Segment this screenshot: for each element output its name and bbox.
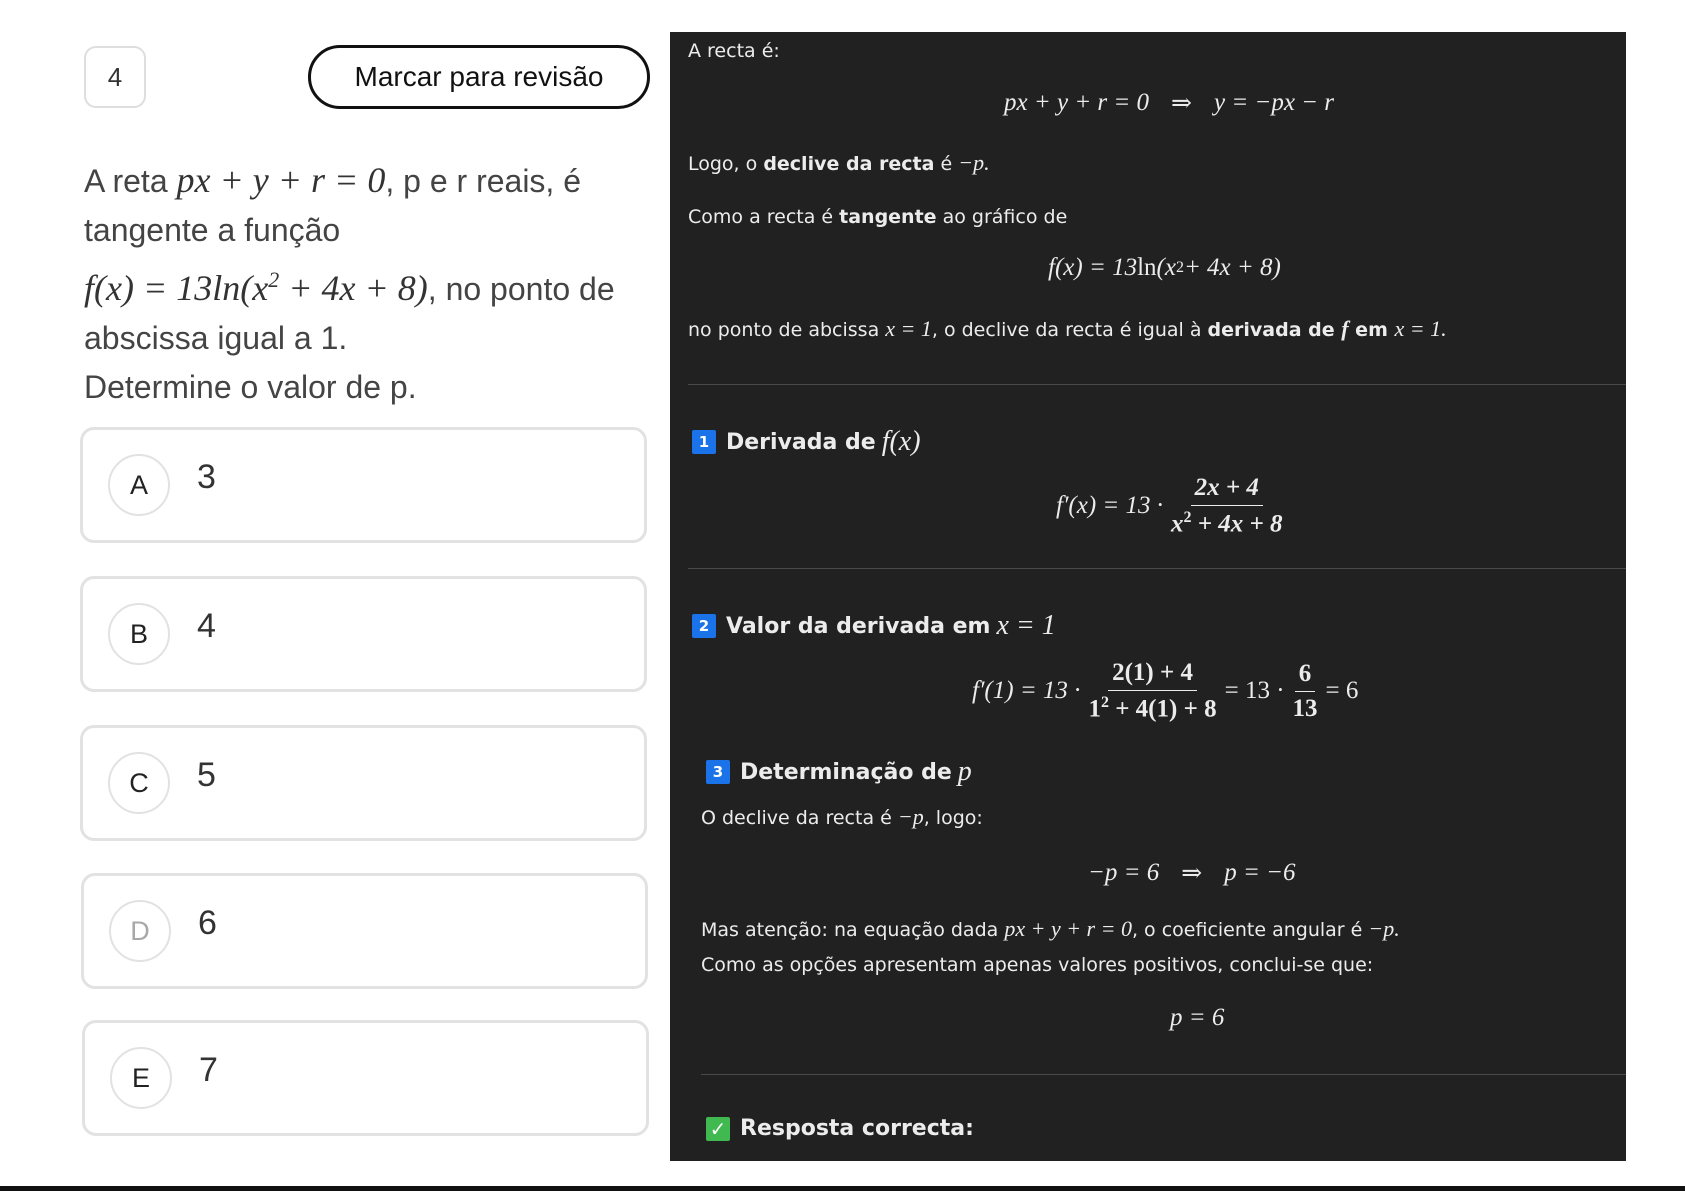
denominator-exp: 2 — [1100, 694, 1109, 711]
question-number: 4 — [84, 46, 146, 108]
func-display-a: f(x) = 13 — [1048, 254, 1138, 281]
answer-title — [706, 1116, 974, 1141]
line-eq-left: px + y + r = 0 — [1004, 89, 1150, 116]
slope-bold: declive da recta — [763, 153, 935, 175]
option-letter: E — [110, 1047, 172, 1109]
section-3-label: Determinação de — [740, 759, 952, 785]
func-display-exp: 2 — [1175, 259, 1184, 276]
func-display-b: (x — [1156, 254, 1176, 281]
point-x: x = 1 — [885, 316, 932, 341]
question-text-1: A reta — [84, 163, 168, 199]
section-1-title — [692, 426, 921, 458]
function-display — [1048, 254, 1281, 282]
p-eq-left: −p = 6 — [1088, 859, 1160, 886]
question-text-2: , p e r reais, é tangente a função — [84, 163, 581, 248]
section-1-badge: 1 — [692, 430, 716, 454]
warn-pre: Mas atenção: na equação dada — [701, 919, 1005, 941]
option-value: 7 — [199, 1051, 218, 1089]
simplified-denominator: 13 — [1292, 694, 1318, 722]
point-bold: derivada de — [1207, 319, 1342, 341]
derivative-at-1-equation — [972, 659, 1358, 723]
intro-text: A recta é: — [688, 40, 780, 62]
function-exponent: 2 — [268, 267, 280, 292]
s3-text-post: , logo: — [923, 807, 983, 829]
derivative-denominator — [1167, 506, 1287, 538]
denominator-b: + 4(1) + 8 — [1108, 695, 1217, 723]
mark-for-review-button[interactable]: Marcar para revisão — [308, 45, 650, 109]
tangent-text — [688, 206, 1067, 228]
question-function — [84, 268, 428, 308]
section-3-title — [706, 756, 972, 788]
explanation-panel — [670, 32, 1626, 1161]
section-3-badge: 3 — [706, 760, 730, 784]
warn-value: −p. — [1368, 916, 1400, 941]
simplified-numerator: 6 — [1295, 660, 1316, 692]
slope-pre: Logo, o — [688, 153, 764, 175]
derivative-at-1-lhs: f′(1) = 13 · — [972, 677, 1081, 705]
derivative-at-1-mid: = 13 · — [1224, 677, 1285, 705]
conclusion-text: Como as opções apresentam apenas valores positivos, conclui-se que: — [701, 954, 1374, 976]
option-a[interactable] — [80, 427, 647, 543]
option-b[interactable] — [80, 576, 647, 692]
s3-text-pre: O declive da recta é — [701, 807, 898, 829]
option-d[interactable] — [81, 873, 648, 989]
option-value: 4 — [197, 607, 216, 645]
option-c[interactable] — [80, 725, 647, 841]
bottom-border — [0, 1186, 1685, 1191]
point-x2: x = 1. — [1394, 316, 1447, 341]
warning-text — [701, 916, 1400, 942]
option-letter: B — [108, 603, 170, 665]
question-text-4: Determine o valor de p. — [84, 369, 417, 405]
func-display-c: + 4x + 8) — [1183, 254, 1281, 281]
denominator-a: x — [1171, 510, 1184, 538]
point-text — [688, 316, 1447, 342]
option-value: 5 — [197, 756, 216, 794]
denominator-a: 1 — [1088, 695, 1101, 723]
slope-post: é — [934, 153, 959, 175]
slope-text — [688, 150, 990, 176]
tangent-post: ao gráfico de — [936, 206, 1068, 228]
derivative-fraction — [1167, 474, 1287, 538]
tangent-pre: Como a recta é — [688, 206, 840, 228]
section-2-badge: 2 — [692, 614, 716, 638]
function-prefix: f(x) = 13ln(x — [84, 268, 269, 308]
tangent-bold: tangente — [839, 206, 937, 228]
denominator-b: + 4x + 8 — [1191, 510, 1283, 538]
line-equation — [1004, 88, 1334, 118]
question-text-3: , no ponto de abscissa igual a 1. — [84, 271, 615, 356]
section-3-text — [701, 804, 983, 830]
divider-3 — [701, 1074, 1626, 1075]
section-2-label: Valor da derivada em — [726, 613, 991, 639]
option-letter: A — [108, 454, 170, 516]
derivative-equation — [1056, 474, 1291, 538]
option-letter: C — [108, 752, 170, 814]
section-2-title — [692, 610, 1056, 642]
question-text — [84, 156, 659, 412]
denominator-exp: 2 — [1183, 509, 1192, 526]
warn-math: px + y + r = 0 — [1004, 916, 1132, 941]
function-suffix: + 4x + 8) — [279, 268, 428, 308]
func-display-ln: ln — [1137, 254, 1157, 281]
point-f: f — [1341, 316, 1349, 341]
section-1-math: f(x) — [881, 426, 921, 457]
section-3-math: p — [957, 756, 972, 787]
section-1-label: Derivada de — [726, 429, 876, 455]
check-icon: ✓ — [706, 1117, 730, 1141]
option-letter: D — [109, 900, 171, 962]
option-value: 3 — [197, 458, 216, 496]
answer-label: Resposta correcta: — [740, 1116, 974, 1141]
final-equation: p = 6 — [1170, 1004, 1225, 1031]
warn-mid: , o coeficiente angular é — [1131, 919, 1369, 941]
implies-symbol: ⇒ — [1181, 860, 1203, 887]
option-e[interactable] — [82, 1020, 649, 1136]
point-mid: , o declive da recta é igual à — [931, 319, 1208, 341]
s3-text-math: −p — [897, 804, 924, 829]
divider-1 — [688, 384, 1626, 385]
implies-symbol: ⇒ — [1171, 90, 1192, 117]
line-eq-right: y = −px − r — [1214, 89, 1335, 116]
option-value: 6 — [198, 904, 217, 942]
derivative-at-1-fraction — [1084, 659, 1220, 723]
p-eq-right: p = −6 — [1224, 859, 1296, 886]
point-em: em — [1348, 319, 1395, 341]
question-line-equation: px + y + r = 0 — [176, 160, 386, 200]
point-pre: no ponto de abcissa — [688, 319, 886, 341]
section-2-math: x = 1 — [996, 610, 1056, 641]
derivative-at-1-result: = 6 — [1325, 677, 1359, 705]
slope-value: −p. — [958, 150, 990, 175]
derivative-numerator: 2x + 4 — [1191, 474, 1263, 506]
divider-2 — [688, 568, 1626, 569]
p-equation — [1088, 858, 1295, 888]
derivative-at-1-numerator: 2(1) + 4 — [1108, 659, 1197, 691]
derivative-at-1-denominator — [1084, 691, 1220, 723]
derivative-lhs: f′(x) = 13 · — [1056, 492, 1164, 520]
simplified-fraction — [1289, 660, 1322, 723]
